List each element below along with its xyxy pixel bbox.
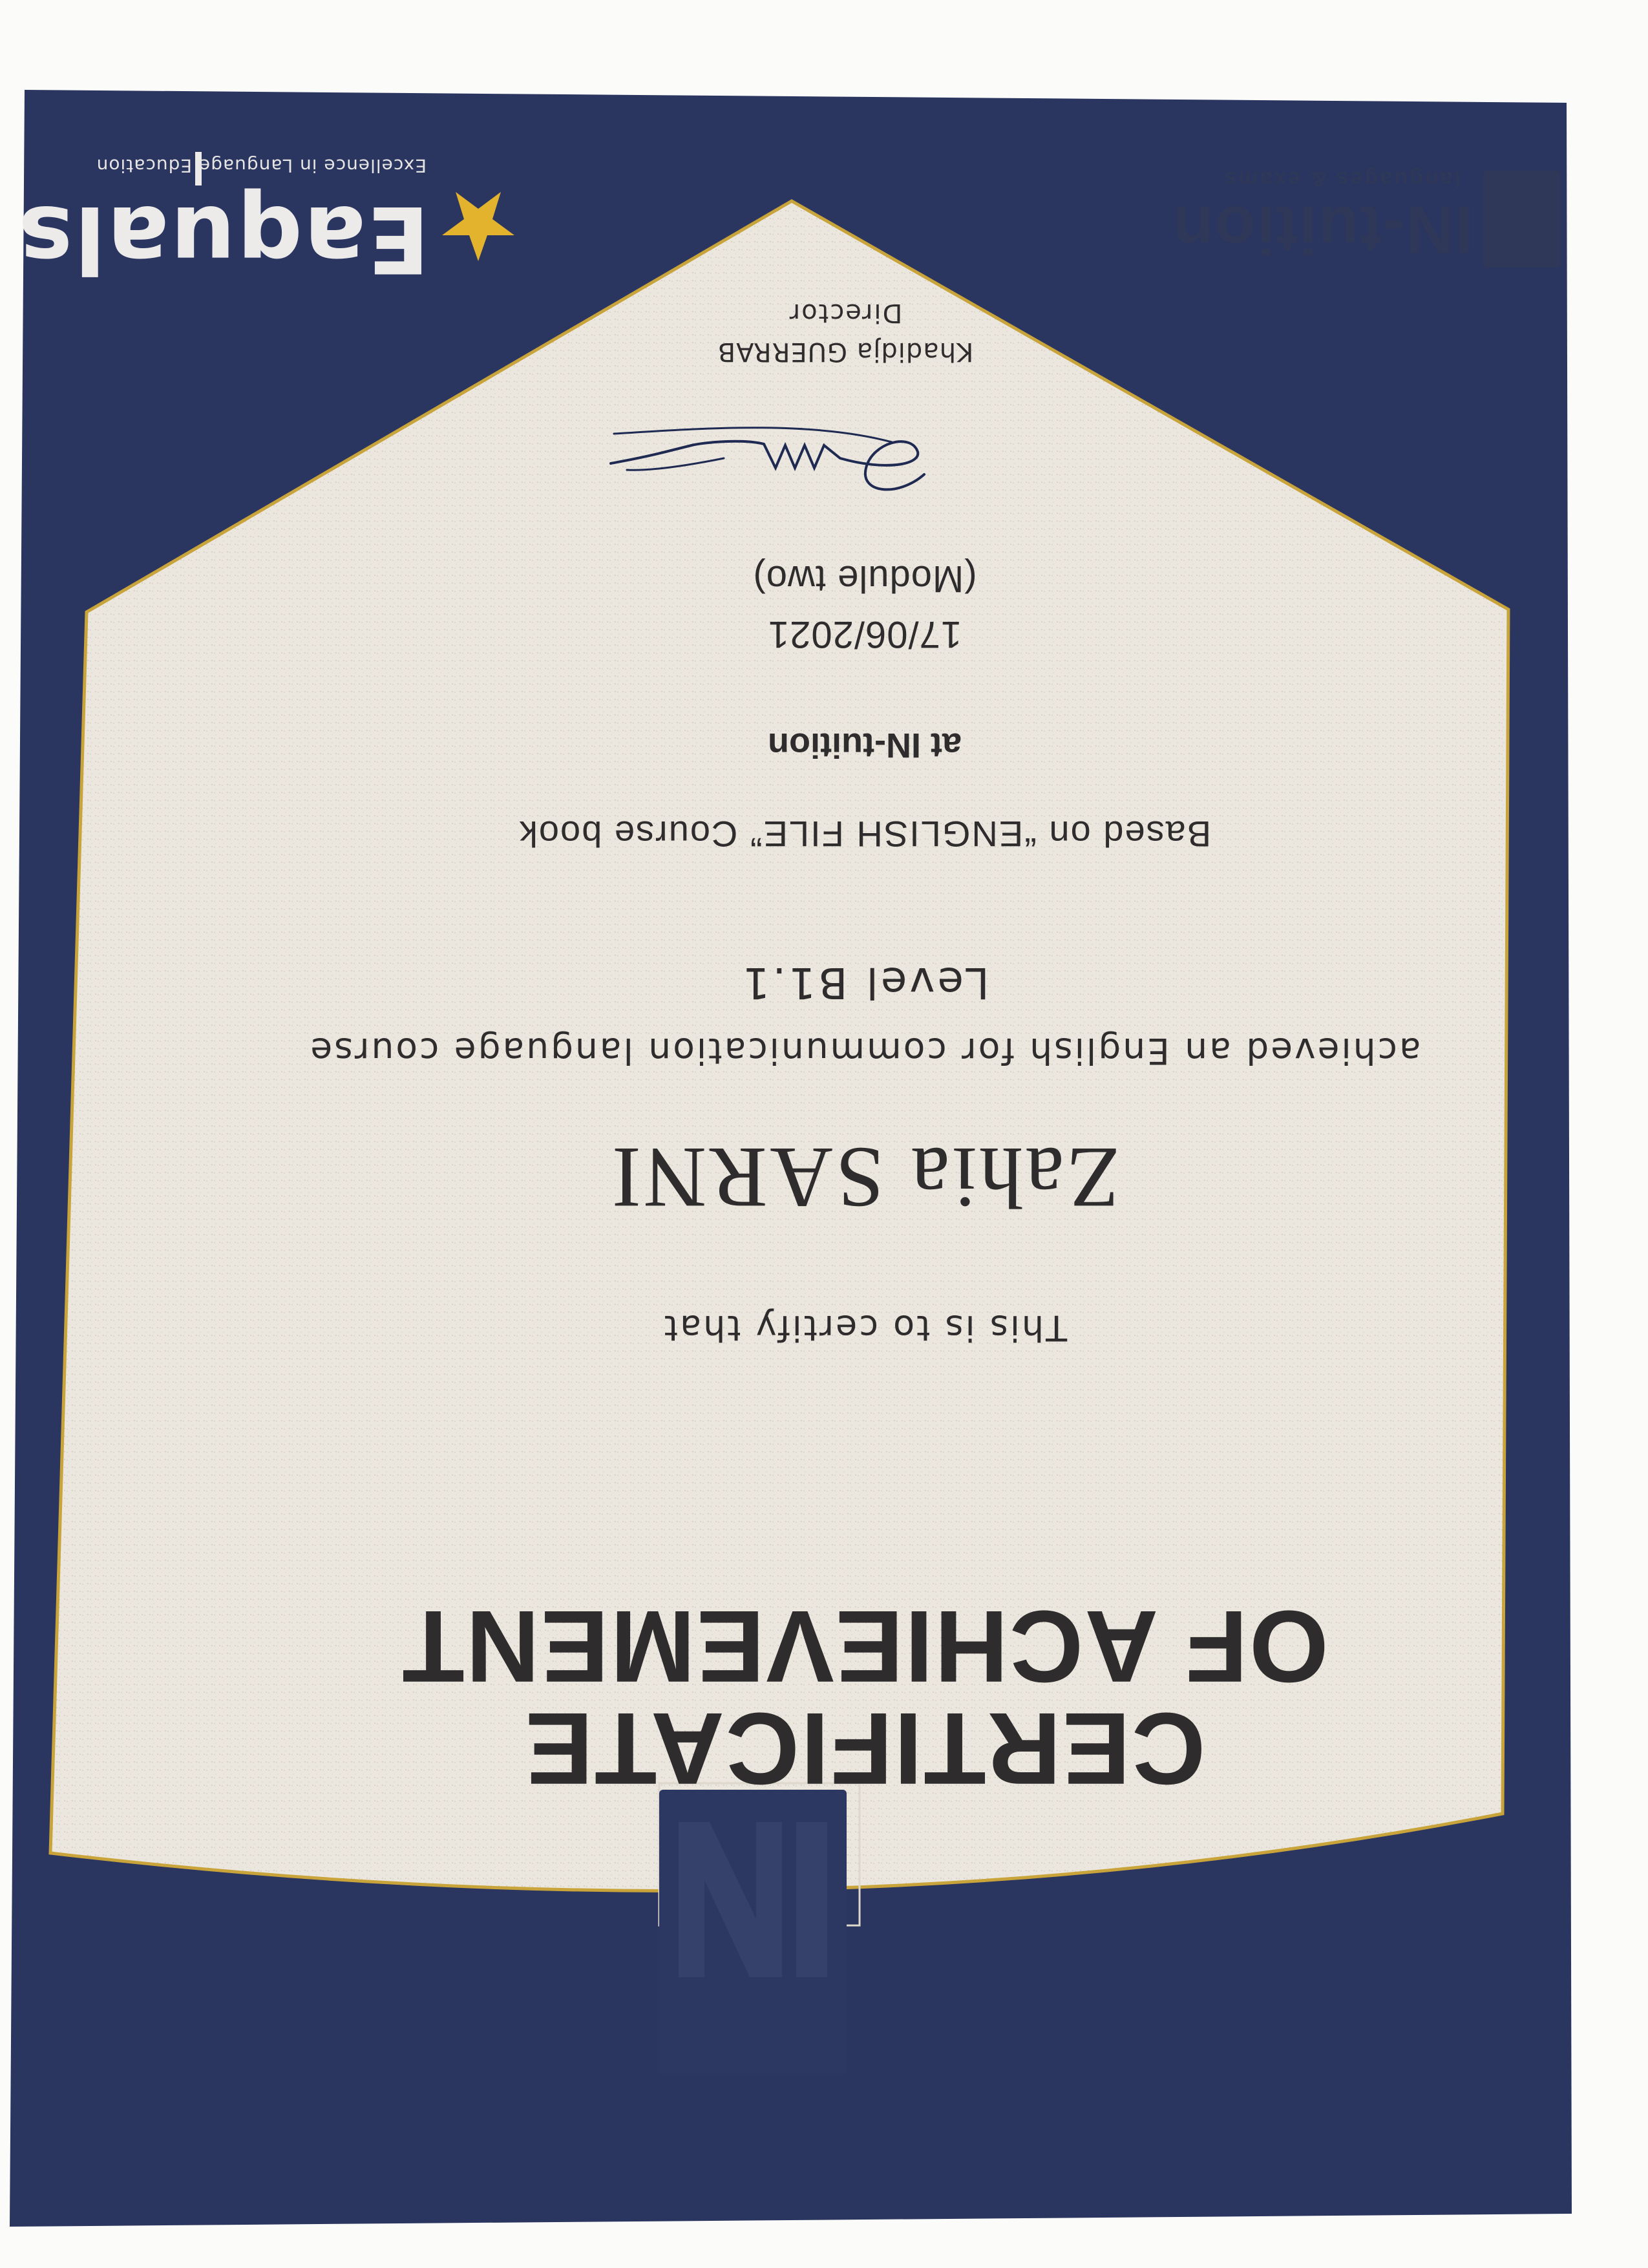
certify-text: This is to certify that xyxy=(662,1308,1068,1348)
intuition-emboss-icon xyxy=(1480,167,1564,271)
recipient-name: Zahia SARNI xyxy=(609,1129,1121,1225)
director-name: Khadidja GUERRAB xyxy=(717,337,974,366)
certificate-title xyxy=(120,1589,1609,1805)
director-signature xyxy=(601,368,937,503)
eaquals-logo xyxy=(17,96,517,292)
signature-stroke xyxy=(611,441,924,490)
star-icon xyxy=(439,187,517,264)
achievement-text: achieved an English for communication language course xyxy=(308,1030,1421,1072)
title-line-2: OF ACHIEVEMENT xyxy=(401,1589,1329,1703)
module-name: (Module two) xyxy=(752,558,977,600)
title-line-1: CERTIFICATE xyxy=(523,1691,1206,1805)
intuition-tagline: languages & exams xyxy=(1222,167,1461,191)
signature-flourish xyxy=(627,458,724,470)
in-emblem-i xyxy=(796,1822,827,1977)
certificate-date: 17/06/2021 xyxy=(767,613,962,655)
eaquals-wordmark: Eaquals xyxy=(17,185,430,292)
in-emblem xyxy=(653,1783,853,2074)
course-book: Based on “ENGLISH FILE” Course book xyxy=(518,814,1212,854)
intuition-wordmark: IN-tuition xyxy=(1172,192,1474,267)
director-title: Director xyxy=(788,298,903,328)
course-level: Level B1.1 xyxy=(740,958,989,1008)
eaquals-tagline: Excellence in Language Education xyxy=(96,155,427,176)
school-name: at IN-tuition xyxy=(768,726,962,765)
signature-underline xyxy=(614,428,892,442)
